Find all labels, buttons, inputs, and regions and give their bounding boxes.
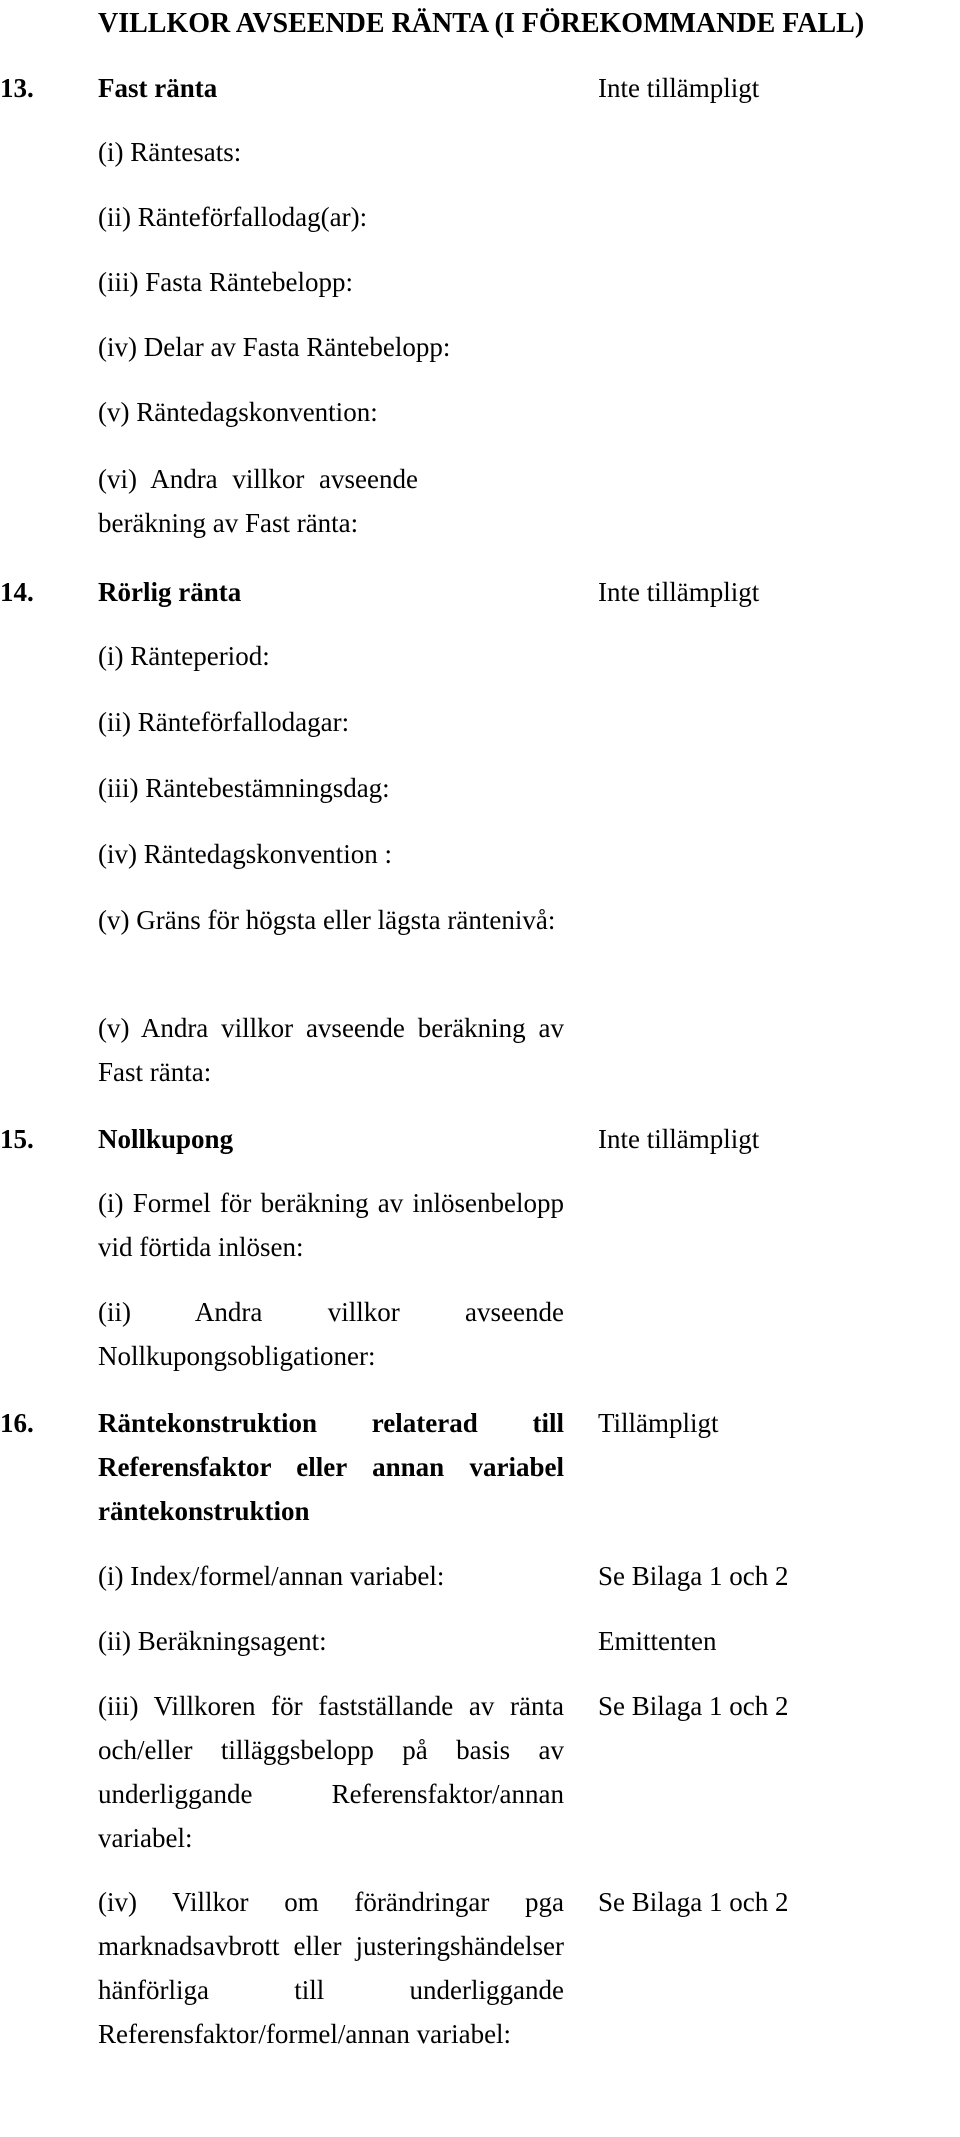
section-16-item-3-label: (iii) Villkoren för fastställande av ränta och/eller tilläggsbelopp på basis av underliggande Referensfaktor/annan variabel: <box>98 1691 564 1853</box>
section-13-status: Inte tillämpligt <box>598 73 760 103</box>
section-title: VILLKOR AVSEENDE RÄNTA (I FÖREKOMMANDE FALL) <box>98 8 865 39</box>
section-15-heading: Nollkupong <box>98 1124 234 1154</box>
section-13-item-6: (vi) Andra villkor avseende beräkning av Fast ränta: <box>98 464 418 538</box>
section-14-item-6: (v) Andra villkor avseende beräkning av Fast ränta: <box>98 1013 564 1087</box>
section-16-item-4-label: (iv) Villkor om förändringar pga marknadsavbrott eller justeringshändelser hänförliga till underliggande Referensfaktor/formel/annan variabel: <box>98 1887 564 2049</box>
section-16-item-1-value: Se Bilaga 1 och 2 <box>598 1561 789 1591</box>
section-14-item-5: (v) Gräns för högsta eller lägsta räntenivå: <box>98 905 556 935</box>
section-13-item-1: (i) Räntesats: <box>98 137 242 167</box>
section-13-item-2: (ii) Ränteförfallodag(ar): <box>98 202 368 232</box>
section-14-item-4: (iv) Räntedagskonvention : <box>98 839 392 869</box>
section-16-item-2-label: (ii) Beräkningsagent: <box>98 1626 327 1656</box>
section-16-item-3-value: Se Bilaga 1 och 2 <box>598 1691 789 1721</box>
section-13-item-4: (iv) Delar av Fasta Räntebelopp: <box>98 332 451 362</box>
section-13-number: 13. <box>0 73 34 103</box>
section-16-heading: Räntekonstruktion relaterad till Referensfaktor eller annan variabel räntekonstruktion <box>98 1408 564 1526</box>
section-14-status: Inte tillämpligt <box>598 577 760 607</box>
section-14-item-2: (ii) Ränteförfallodagar: <box>98 707 350 737</box>
section-14-item-1: (i) Ränteperiod: <box>98 641 270 671</box>
section-15-status: Inte tillämpligt <box>598 1124 760 1154</box>
section-14-item-3: (iii) Räntebestämningsdag: <box>98 773 390 803</box>
section-13-item-3: (iii) Fasta Räntebelopp: <box>98 267 353 297</box>
section-14-number: 14. <box>0 577 34 607</box>
section-16-item-4-value: Se Bilaga 1 och 2 <box>598 1887 789 1917</box>
section-16-number: 16. <box>0 1408 34 1438</box>
section-15-item-2: (ii) Andra villkor avseende Nollkupongsobligationer: <box>98 1297 564 1371</box>
section-15-number: 15. <box>0 1124 34 1154</box>
section-16-status: Tillämpligt <box>598 1408 719 1438</box>
section-16-item-2-value: Emittenten <box>598 1626 717 1656</box>
section-13-heading: Fast ränta <box>98 73 218 103</box>
section-13-item-5: (v) Räntedagskonvention: <box>98 397 378 427</box>
section-14-heading: Rörlig ränta <box>98 577 242 607</box>
section-15-item-1: (i) Formel för beräkning av inlösenbelopp vid förtida inlösen: <box>98 1188 564 1262</box>
section-16-item-1-label: (i) Index/formel/annan variabel: <box>98 1561 445 1591</box>
